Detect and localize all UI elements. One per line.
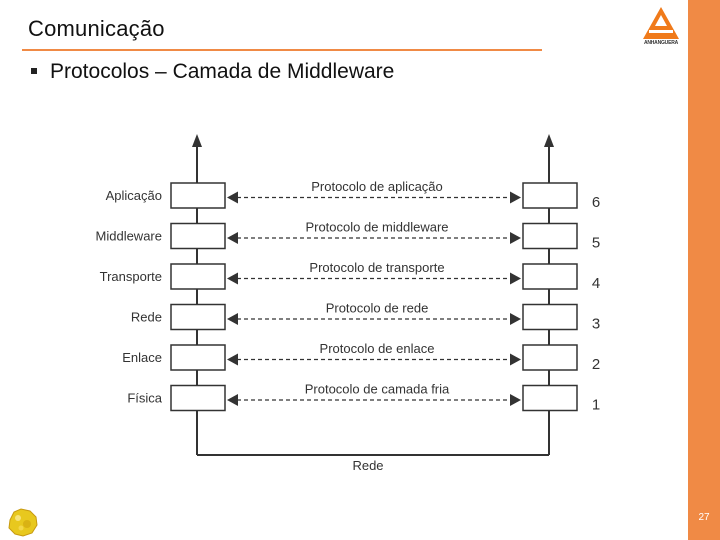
left-arrowhead	[227, 192, 238, 204]
right-arrowhead	[510, 354, 521, 366]
layer-name-label: Aplicação	[105, 188, 162, 203]
page-number: 27	[698, 512, 710, 523]
left-layer-box	[171, 183, 225, 208]
right-layer-box	[523, 224, 577, 249]
right-layer-box	[523, 305, 577, 330]
left-layer-box	[171, 305, 225, 330]
protocol-label: Protocolo de aplicação	[311, 179, 443, 194]
left-layer-box	[171, 386, 225, 411]
right-up-arrow	[544, 134, 554, 147]
protocol-label: Protocolo de enlace	[319, 341, 435, 356]
right-arrowhead	[510, 394, 521, 406]
right-layer-box	[523, 264, 577, 289]
left-arrowhead	[227, 313, 238, 325]
protocol-label: Protocolo de transporte	[309, 260, 445, 275]
right-arrowhead	[510, 192, 521, 204]
protocol-label: Protocolo de rede	[325, 300, 429, 316]
layer-name-label: Enlace	[122, 350, 162, 365]
left-layer-box	[171, 345, 225, 370]
slide-title: Comunicação	[28, 16, 165, 41]
logo-text: ANHANGUERA	[643, 40, 679, 46]
left-up-arrow	[192, 134, 202, 147]
left-arrowhead	[227, 354, 238, 366]
right-layer-box	[523, 345, 577, 370]
left-layer-box	[171, 224, 225, 249]
right-layer-box	[523, 183, 577, 208]
left-arrowhead	[227, 232, 238, 244]
layer-number-label: 3	[591, 315, 601, 333]
protocol-label: Protocolo de camada fria	[304, 381, 450, 397]
layer-name-label: Middleware	[95, 228, 162, 244]
network-label: Rede	[352, 458, 384, 473]
layer-name-label: Transporte	[99, 269, 162, 284]
layer-number-label: 5	[591, 234, 601, 252]
right-arrowhead	[510, 313, 521, 325]
right-arrowhead	[510, 273, 521, 285]
layer-number-label: 1	[591, 396, 601, 414]
protocol-label: Protocolo de middleware	[305, 219, 449, 235]
left-arrowhead	[227, 273, 238, 285]
right-layer-box	[523, 386, 577, 411]
layer-name-label: Rede	[130, 309, 162, 325]
left-layer-box	[171, 264, 225, 289]
layer-name-label: Física	[127, 390, 162, 406]
layer-number-label: 2	[591, 356, 601, 373]
layer-number-label: 6	[591, 194, 601, 211]
gold-nugget-icon	[6, 506, 40, 538]
bullet-text: Protocolos – Camada de Middleware	[50, 60, 395, 83]
right-accent-bar	[688, 0, 720, 540]
right-arrowhead	[510, 232, 521, 244]
layer-number-label: 4	[591, 275, 601, 292]
left-arrowhead	[227, 394, 238, 406]
